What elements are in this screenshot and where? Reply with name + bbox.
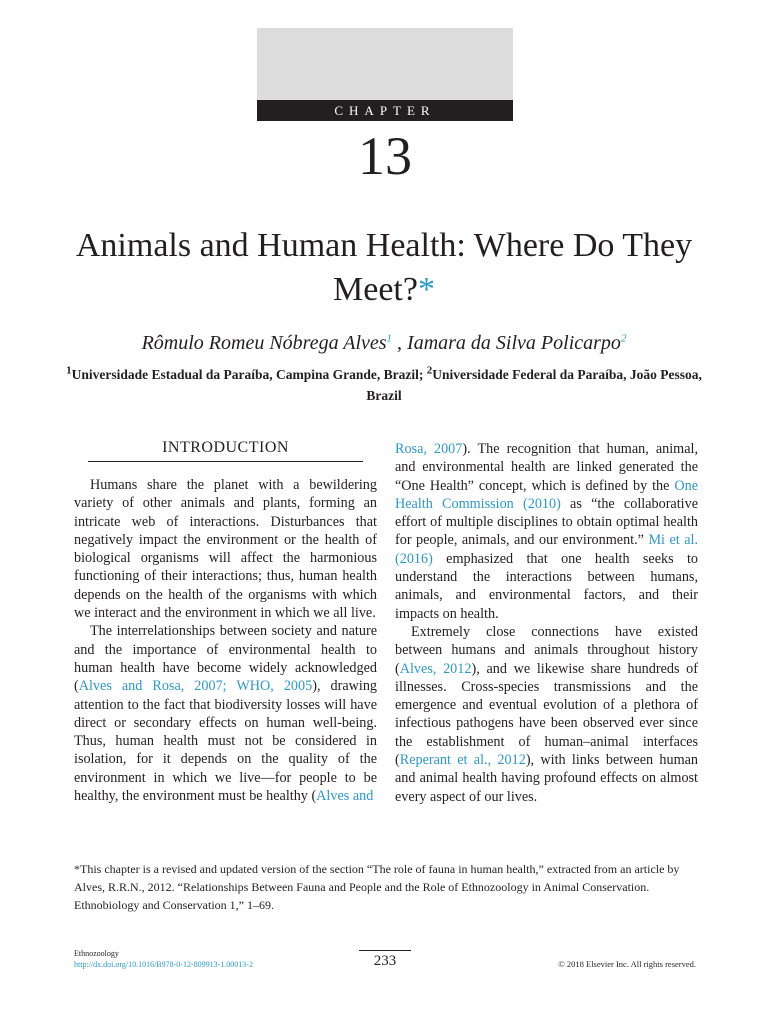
intro-paragraph-3 [395, 623, 698, 806]
doi-link[interactable]: http://dx.doi.org/10.1016/B978-0-12-809913-1.00013-2 [74, 960, 253, 969]
right-column [395, 440, 698, 806]
paragraph-text: ), with links between human and animal health having profound effects on almost every aspect of our lives. [395, 752, 699, 805]
citation-link[interactable]: One Health Commission (2010) [395, 477, 698, 512]
citation-link[interactable]: Mi et al. (2016) [395, 532, 698, 567]
author-separator: , [392, 332, 408, 354]
author-2: Iamara da Silva Policarpo [407, 332, 621, 354]
author-1-affiliation-mark[interactable]: 1 [386, 332, 393, 345]
paragraph-text: ), and we likewise share hundreds of illnesses. Cross-species transmissions and the emergence and eventual evolution of a plethora of infectious pathogens have been observed ever since the establishment of human–animal interfaces ( [395, 660, 699, 769]
intro-paragraph-2 [74, 622, 377, 805]
page-number: 233 [359, 950, 411, 970]
chapter-label: CHAPTER [257, 100, 513, 121]
author-1: Rômulo Romeu Nóbrega Alves [141, 332, 387, 354]
paragraph-text: emphasized that one health seeks to understand the interactions between humans, animals, and environmental factors, and their impacts on health. [395, 550, 698, 622]
paragraph-text: The interrelationships between society and nature and the importance of environmental health to human health have become widely acknowledged ( [74, 623, 377, 695]
section-heading: INTRODUCTION [88, 438, 363, 462]
book-title: Ethnozoology [74, 949, 119, 958]
affiliation-1-mark: 1 [66, 364, 72, 377]
chapter-number: 13 [358, 126, 412, 186]
affiliation-2-mark: 2 [426, 364, 433, 377]
affiliation-2: Universidade Federal da Paraíba, João Pessoa, Brazil [366, 367, 702, 403]
citation-link[interactable]: Alves and Rosa, 2007; WHO, 2005 [78, 678, 313, 695]
paragraph-text: Extremely close connections have existed between humans and animals throughout history ( [395, 623, 698, 677]
footnote: *This chapter is a revised and updated version of the section “The role of fauna in human health,” extracted from an article by Alves, R.R.N., 2012. “Relationships Between Fauna and People and the Role of Ethnozoology in Animal Conservation. Ethnobiology and Conservation 1,” 1–69. [74, 862, 680, 912]
citation-link[interactable]: Alves, 2012 [399, 660, 472, 677]
copyright-notice: © 2018 Elsevier Inc. All rights reserved. [558, 959, 696, 969]
chapter-header-box [257, 28, 513, 100]
citation-link[interactable]: Reperant et al., 2012 [399, 752, 526, 769]
left-column [74, 438, 377, 805]
citation-link[interactable]: Alves and [316, 788, 374, 805]
author-line [40, 330, 728, 356]
title-footnote-mark[interactable]: * [417, 271, 435, 308]
author-2-affiliation-mark[interactable]: 2 [620, 332, 627, 345]
paragraph-text: ), drawing attention to the fact that biodiversity losses will have direct or secondary effects on human well-being. Thus, human health must not be considered in isolation, for it depends on the quality of the environment in which we live—for people to be healthy, the environment must be healthy ( [74, 678, 378, 805]
affiliations [60, 364, 708, 406]
chapter-title [60, 224, 708, 312]
intro-paragraph-1: Humans share the planet with a bewildering variety of other animals and plants, forming an intricate web of interactions. Disturbances that negatively impact the environment or the health of biological organisms will affect the harmonious functioning of their interactions; thus, human health depends on the health of the organisms with which we interact and the environment in which we all live. [74, 477, 377, 622]
citation-link[interactable]: Rosa, 2007 [395, 441, 463, 457]
intro-paragraph-2-continued [395, 440, 698, 623]
paragraph-text: as “the collaborative effort of multiple disciplines to obtain optimal health for people, animals, and our environment.” [395, 495, 698, 549]
footer-book-info [74, 948, 253, 970]
affiliation-1: Universidade Estadual da Paraíba, Campina Grande, Brazil; [71, 367, 427, 382]
paragraph-text: ). The recognition that human, animal, and environmental health are linked generated the “One Health” concept, which is defined by the [395, 441, 699, 494]
chapter-title-text: Animals and Human Health: Where Do They Meet? [75, 227, 693, 308]
